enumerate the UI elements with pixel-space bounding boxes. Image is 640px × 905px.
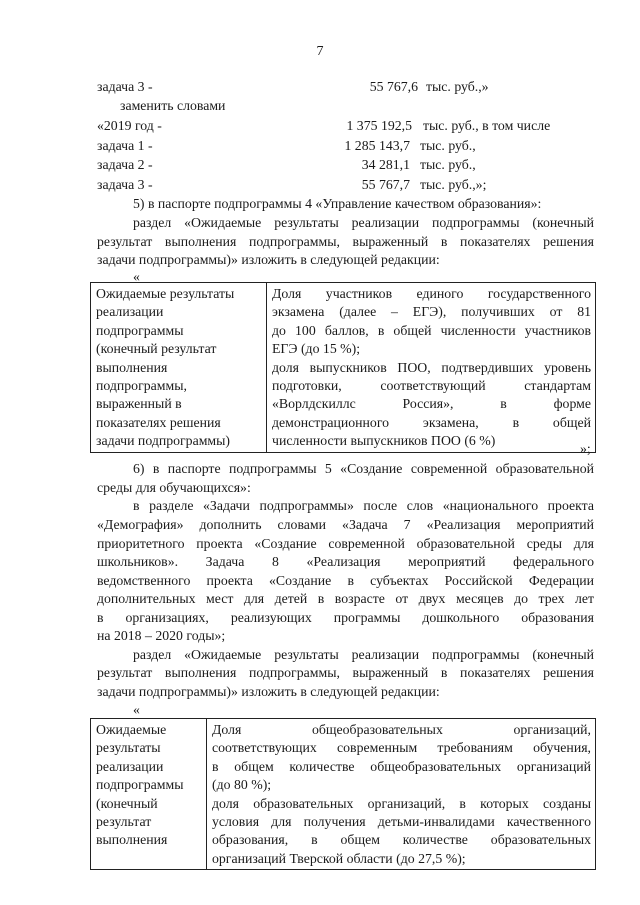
results-table-1 (90, 282, 596, 453)
cell-line: подпрограммы (96, 322, 184, 338)
cell-line: реализации (96, 304, 164, 320)
open-quote: « (133, 269, 140, 284)
cell-line: (конечный результат (96, 341, 217, 357)
paragraph-line: задачи подпрограммы)» изложить в следующей редакции: (97, 684, 440, 699)
cell-line: реализации (96, 758, 164, 774)
page-number: 7 (316, 44, 324, 59)
finance-label: задача 3 - (97, 79, 153, 94)
paragraph-line: среды для обучающихся»: (97, 480, 251, 495)
finance-label: задача 3 - (97, 177, 153, 192)
cell-line: Ожидаемые (96, 722, 167, 737)
finance-unit: тыс. руб.,» (426, 79, 489, 94)
close-quote: »; (580, 441, 591, 456)
paragraph-line: дополнительных мест для детей в возрасте от двух месяцев до трех лет (97, 591, 594, 606)
finance-value: 1 375 192,5 (346, 118, 412, 133)
cell-line: ЕГЭ (до 15 %); (272, 341, 361, 357)
paragraph-line: «Демография» дополнить словами «Задача 7 «Реализация мероприятий (97, 517, 594, 532)
table-cell-label (91, 283, 267, 453)
paragraph-line: приоритетного проекта «Создание современной образовательной среды для (97, 536, 594, 551)
open-quote: « (133, 702, 140, 717)
paragraph-line: школьников». Задача 8 «Реализация мероприятий федерального (97, 554, 594, 569)
table-cell-label (91, 719, 207, 870)
finance-unit: тыс. руб.,»; (420, 177, 487, 192)
cell-line: (конечный (96, 795, 158, 811)
cell-line: подпрограммы (96, 777, 184, 793)
finance-value: 55 767,7 (361, 177, 410, 192)
cell-line: в общем количестве общеобразовательных организаций (212, 758, 591, 774)
cell-line: образования, в общем количестве образовательных (212, 832, 591, 848)
finance-label: задача 1 - (97, 138, 153, 153)
paragraph-line: 6) в паспорте подпрограммы 5 «Создание современной образовательной (133, 461, 594, 476)
paragraph-line: в организациях, реализующих программы дошкольного образования (97, 610, 594, 625)
cell-line: результаты (96, 740, 161, 756)
finance-label: «2019 год - (97, 118, 162, 133)
cell-line: доля образовательных организаций, в которых созданы (212, 795, 591, 811)
cell-line: (до 80 %); (212, 777, 272, 793)
cell-line: подпрограммы, (96, 378, 187, 394)
cell-line: экзамена (далее – ЕГЭ), получивших от 81 (272, 304, 591, 320)
cell-line: соответствующих современным требованиям обучения, (212, 740, 591, 756)
cell-line: Ожидаемые результаты (96, 286, 235, 301)
table-cell-value (207, 719, 596, 870)
paragraph-line: результат выполнения подпрограммы, выраженный в показателях решения (97, 234, 594, 249)
finance-unit: тыс. руб., (420, 157, 476, 172)
cell-line: до 100 баллов, в общей численности участников (272, 322, 591, 338)
cell-line: Доля общеобразовательных организаций, (212, 722, 591, 737)
paragraph-line: результат выполнения подпрограммы, выраженный в показателях решения (97, 665, 594, 680)
paragraph-line: задачи подпрограммы)» изложить в следующей редакции: (97, 252, 440, 267)
cell-line: численности выпускников ПОО (6 %) (272, 433, 496, 449)
paragraph-line: в разделе «Задачи подпрограммы» после слов «национального проекта (133, 498, 594, 513)
finance-value: 1 285 143,7 (344, 138, 410, 153)
cell-line: выраженный в (96, 396, 182, 412)
cell-line: условия для получения детьми-инвалидами качественного (212, 814, 591, 830)
finance-label: задача 2 - (97, 157, 153, 172)
finance-value: 34 281,1 (361, 157, 410, 172)
finance-value: 55 767,6 (369, 79, 418, 94)
paragraph-line: 5) в паспорте подпрограммы 4 «Управление качеством образования»: (133, 196, 542, 211)
cell-line: выполнения (96, 832, 168, 848)
cell-line: «Ворлдскиллс Россия», в форме (272, 396, 591, 412)
cell-line: демонстрационного экзамена, в общей (272, 414, 591, 430)
finance-unit: тыс. руб., в том числе (423, 118, 551, 133)
cell-line: организаций Тверской области (до 27,5 %); (212, 850, 466, 866)
cell-line: подготовки, соответствующий стандартам (272, 378, 591, 394)
cell-line: задачи подпрограммы) (96, 433, 231, 449)
paragraph-line: ведомственного проекта «Создание в субъектах Российской Федерации (97, 573, 594, 588)
finance-label: заменить словами (120, 98, 226, 113)
cell-line: результат (96, 814, 152, 830)
results-table-2 (90, 718, 596, 870)
table-cell-value (267, 283, 596, 453)
paragraph-line: раздел «Ожидаемые результаты реализации подпрограммы (конечный (133, 215, 594, 230)
cell-line: доля выпускников ПОО, подтвердивших уровень (272, 359, 591, 375)
cell-line: Доля участников единого государственного (272, 286, 591, 301)
finance-unit: тыс. руб., (420, 138, 476, 153)
paragraph-line: раздел «Ожидаемые результаты реализации подпрограммы (конечный (133, 647, 594, 662)
cell-line: выполнения (96, 359, 168, 375)
cell-line: показателях решения (96, 414, 221, 430)
paragraph-line: на 2018 – 2020 годы»; (97, 628, 226, 643)
